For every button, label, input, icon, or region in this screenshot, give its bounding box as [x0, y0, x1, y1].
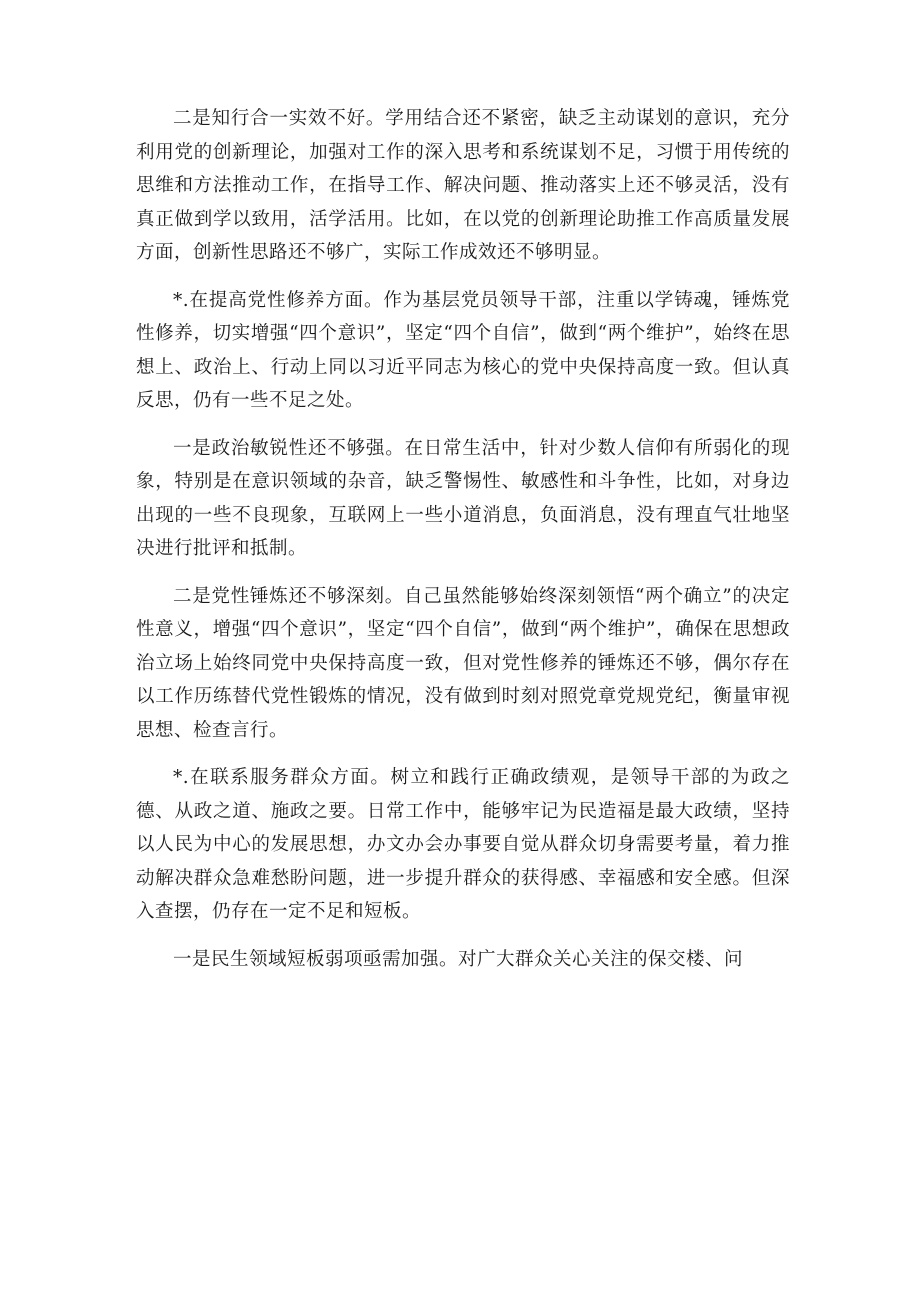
paragraph-1: 二是知行合一实效不好。学用结合还不紧密，缺乏主动谋划的意识，充分利用党的创新理论，加强对工作的深入思考和系统谋划不足，习惯于用传统的思维和方法推动工作，在指导工作、解决问题、推动落实上还不够灵活，没有真正做到学以致用，活学活用。比如，在以党的创新理论助推工作高质量发展方面，创新性思路还不够广，实际工作成效还不够明显。: [136, 108, 790, 263]
paragraph-3: 一是政治敏锐性还不够强。在日常生活中，针对少数人信仰有所弱化的现象，特别是在意识领域的杂音，缺乏警惕性、敏感性和斗争性，比如，对身边出现的一些不良现象，互联网上一些小道消息，负面消息，没有理直气壮地坚决进行批评和抵制。: [136, 437, 790, 559]
paragraph-4: 二是党性锤炼还不够深刻。自己虽然能够始终深刻领悟“两个确立”的决定性意义，增强“四个意识”，坚定“四个自信”，做到“两个维护”，确保在思想政治立场上始终同党中央保持高度一致，但对党性修养的锤炼还不够，偶尔存在以工作历练替代党性锻炼的情况，没有做到时刻对照党章党规党纪，衡量审视思想、检查言行。: [136, 585, 790, 741]
paragraph-5: *.在联系服务群众方面。树立和践行正确政绩观，是领导干部的为政之德、从政之道、施政之要。日常工作中，能够牢记为民造福是最大政绩，坚持以人民为中心的发展思想，办文办会办事要自觉从群众切身需要考量，着力推动解决群众急难愁盼问题，进一步提升群众的获得感、幸福感和安全感。但深入查摆，仍存在一定不足和短板。: [136, 767, 790, 922]
paragraph-2: *.在提高党性修养方面。作为基层党员领导干部，注重以学铸魂，锤炼党性修养，切实增强“四个意识”，坚定“四个自信”，做到“两个维护”，始终在思想上、政治上、行动上同以习近平同志为核心的党中央保持高度一致。但认真反思，仍有一些不足之处。: [136, 289, 790, 411]
paragraph-6: 一是民生领域短板弱项亟需加强。对广大群众关心关注的保交楼、问: [173, 948, 744, 970]
document-body: [136, 102, 790, 990]
